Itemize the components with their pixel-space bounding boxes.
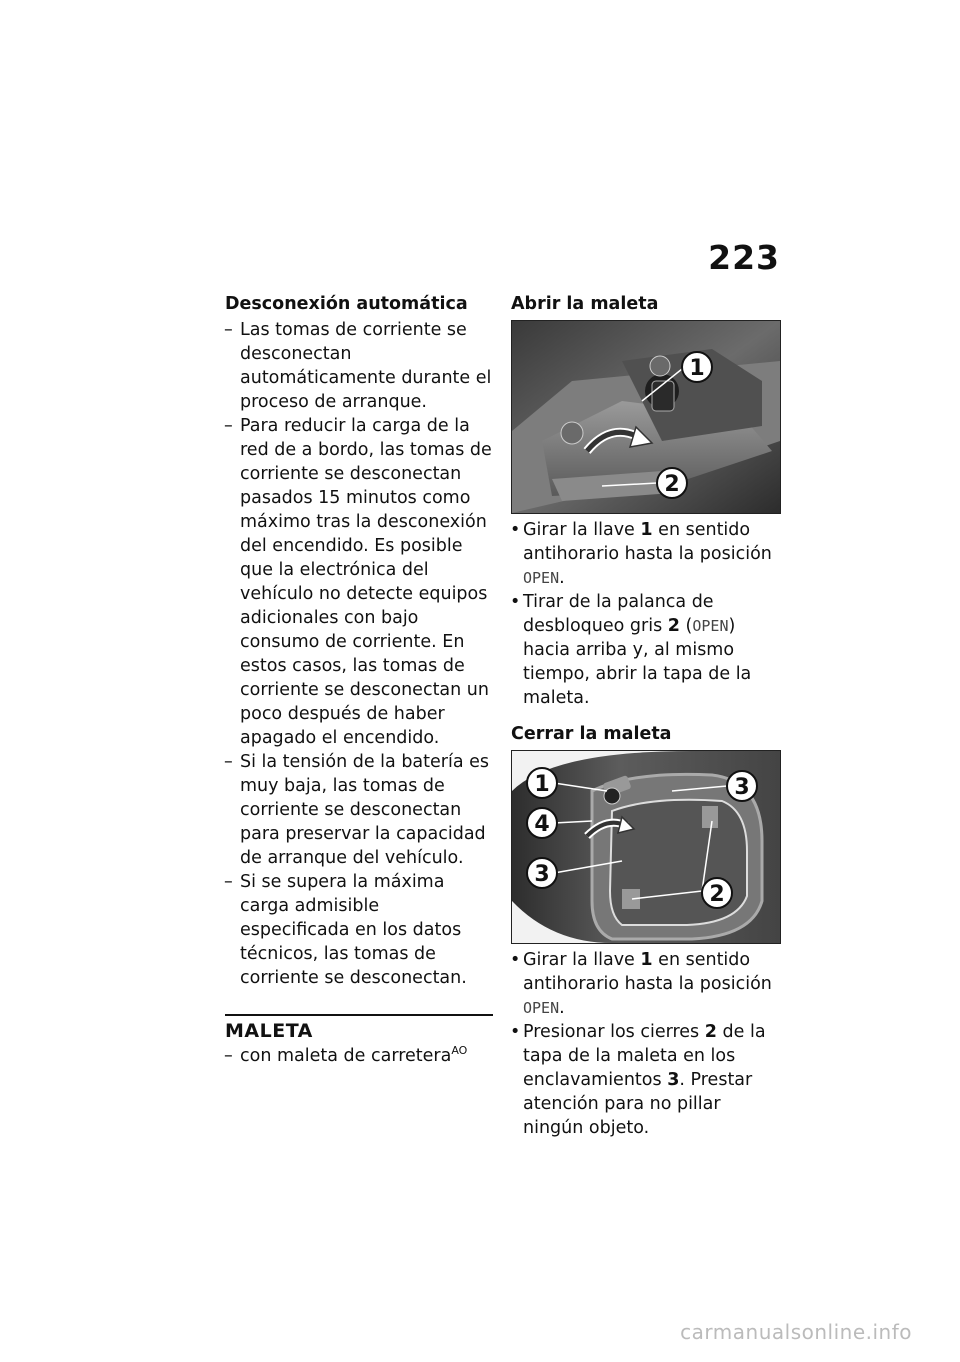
section-divider	[225, 1014, 493, 1044]
list-item	[225, 1044, 493, 1068]
list-item	[511, 948, 786, 1020]
position-code: OPEN	[523, 999, 560, 1017]
section-item-text: con maleta de carretera	[240, 1046, 452, 1066]
list-item: – Para reducir la carga de la red de a bordo, las tomas de corriente se desconectan pasados 15 minutos como máximo tras la desconexión del encendido. Es posible que la electrónica del vehículo no detecte equipos adicionales con bajo consumo de corriente. En estos casos, las tomas de corriente se desconectan un poco después de haber apagado el encendido.	[225, 414, 493, 750]
close-case-illustration	[511, 750, 781, 944]
step-text: . Prestar atención para no pillar ningún objeto.	[523, 1070, 753, 1138]
page-number: 223	[708, 238, 780, 277]
list-item	[511, 518, 786, 590]
callout-2: 2	[664, 472, 680, 497]
step-text: Presionar los cierres	[523, 1022, 700, 1042]
open-steps	[511, 518, 786, 710]
auto-shutoff-heading: Desconexión automática	[225, 294, 468, 314]
step-text: en sentido antihorario hasta la posición	[523, 950, 772, 994]
step-text: Girar la llave	[523, 950, 635, 970]
part-number: 1	[640, 520, 653, 540]
open-case-heading: Abrir la maleta	[511, 294, 659, 314]
left-column	[225, 292, 493, 1068]
section-list	[225, 1044, 493, 1068]
watermark: carmanualsonline.info	[680, 1320, 912, 1344]
part-number: 1	[640, 950, 653, 970]
part-number: 2	[667, 616, 680, 636]
step-text: de la tapa de la maleta en los enclavamientos	[523, 1022, 766, 1090]
open-case-illustration	[511, 320, 781, 514]
callout-4: 4	[534, 812, 550, 837]
list-item: – Si se supera la máxima carga admisible especificada en los datos técnicos, las tomas de corriente se desconectan.	[225, 870, 493, 990]
callout-1: 1	[534, 772, 550, 797]
step-text: Tirar de la palanca de desbloqueo gris	[523, 592, 714, 636]
close-steps	[511, 948, 786, 1140]
right-column	[511, 292, 786, 1140]
step-text: en sentido antihorario hasta la posición	[523, 520, 772, 564]
callout-1: 1	[689, 356, 705, 381]
step-text: hacia arriba y, al mismo tiempo, abrir la tapa de la maleta.	[523, 640, 752, 708]
position-code: OPEN	[692, 617, 729, 635]
auto-shutoff-list	[225, 318, 493, 990]
callout-3: 3	[734, 775, 750, 800]
step-text: .	[559, 568, 565, 588]
step-text: Girar la llave	[523, 520, 635, 540]
option-superscript: AO	[451, 1044, 468, 1058]
close-case-heading: Cerrar la maleta	[511, 724, 672, 744]
part-number: 2	[704, 1022, 717, 1042]
callout-3: 3	[534, 862, 550, 887]
step-text: .	[559, 998, 565, 1018]
list-item	[511, 1020, 786, 1140]
callout-2: 2	[709, 882, 725, 907]
part-number: 3	[667, 1070, 680, 1090]
position-code: OPEN	[523, 569, 560, 587]
section-title: MALETA	[225, 1020, 313, 1042]
list-item: – Las tomas de corriente se desconectan automáticamente durante el proceso de arranque.	[225, 318, 493, 414]
list-item: • Tirar de la palanca de desbloqueo gris 2 (OPEN) hacia arriba y, al mismo tiempo, abrir la tapa de la maleta.	[511, 590, 786, 710]
list-item: – Si la tensión de la batería es muy baja, las tomas de corriente se desconectan para preservar la capacidad de arranque del vehículo.	[225, 750, 493, 870]
